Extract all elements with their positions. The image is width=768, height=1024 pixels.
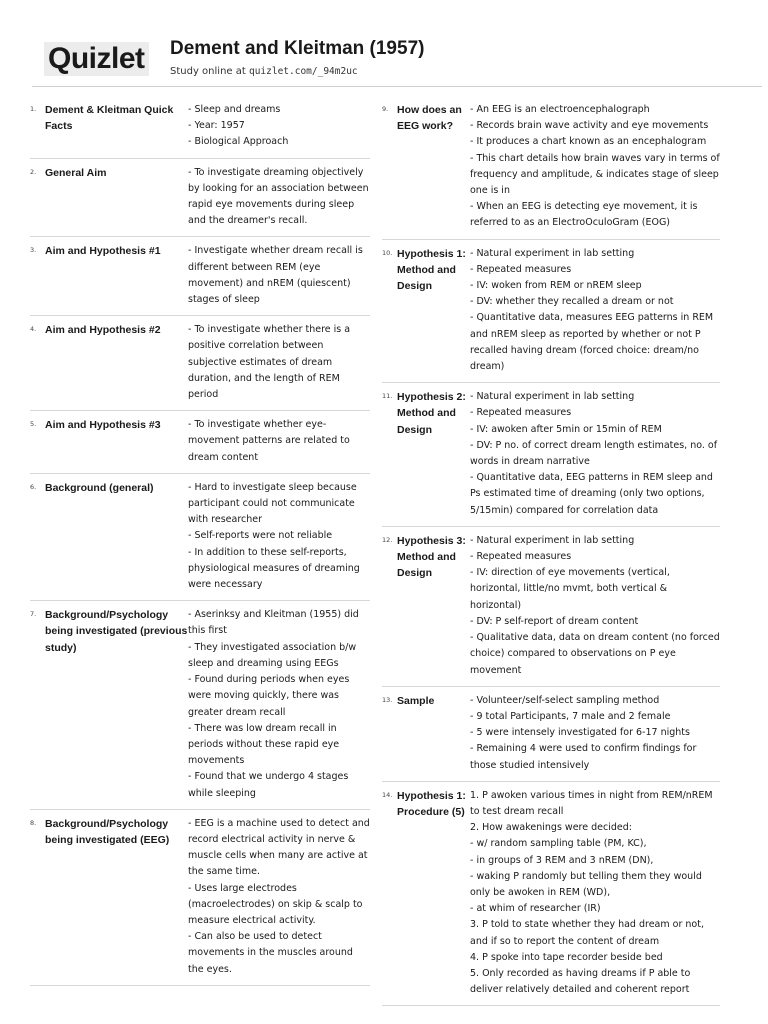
card-row: [30, 159, 370, 238]
card-definition: - Hard to investigate sleep because participant could not communicate with researcher - Self-reports were not reliable - In addition to these self-reports, physiological measures of dreaming were necessary: [188, 481, 360, 591]
card-definition: - Investigate whether dream recall is different between REM (eye movement) and nREM (quiescent) stages of sleep: [188, 245, 363, 306]
card-row: [30, 810, 370, 986]
card-row: [30, 316, 370, 411]
card-row: [30, 474, 370, 601]
card-number: 8.: [30, 818, 37, 827]
card-row: [30, 237, 370, 316]
card-row: [382, 527, 720, 687]
card-number: 13.: [382, 695, 393, 704]
study-online-link[interactable]: quizlet.com/_94m2uc: [248, 66, 358, 77]
card-definition: - Natural experiment in lab setting - Repeated measures - IV: awoken after 5min or 15min of REM - DV: P no. of correct dream length estimates, no. of words in dream narrative - Quantitative data, EEG patterns in REM sleep and Ps estimated time of dreaming (only two options, 5/15min) compared for correlation data: [470, 391, 718, 516]
card-definition: - Natural experiment in lab setting - Repeated measures - IV: direction of eye movements (vertical, horizontal, little/no mvmt, both vertical & horizontal) - DV: P self-report of dream content - Qualitative data, data on dream content (no forced choice) compared to observations on P eye movement: [470, 534, 720, 676]
card-definition: - An EEG is an electroencephalograph - Records brain wave activity and eye movements - It produces a chart known as an encephalogram - This chart details how brain waves vary in terms of frequency and amplitude, & indicates stage of sleep one is in - When an EEG is detecting eye movement, it is referred to as an ElectroOculoGram (EOG): [470, 104, 720, 229]
card-number: 4.: [30, 325, 37, 334]
card-row: [382, 782, 720, 1007]
card-term: Background/Psychology being investigated (EEG): [45, 817, 170, 846]
card-number: 10.: [382, 248, 393, 257]
card-row: [30, 411, 370, 474]
card-number: 12.: [382, 535, 393, 544]
card-number: 7.: [30, 610, 37, 619]
quizlet-logo[interactable]: Quizlet: [44, 42, 149, 76]
card-number: 2.: [30, 167, 37, 176]
card-term: Background (general): [45, 481, 154, 494]
card-definition: - Sleep and dreams - Year: 1957 - Biological Approach: [188, 104, 289, 148]
card-row: [382, 687, 720, 782]
card-definition: - Volunteer/self-select sampling method - 9 total Participants, 7 male and 2 female - 5 were intensely investigated for 6-17 nights - Remaining 4 were used to confirm findings for those studied intensively: [470, 694, 697, 771]
left-card-column: [30, 96, 370, 986]
card-term: Dement & Kleitman Quick Facts: [45, 104, 174, 133]
card-row: [30, 96, 370, 159]
card-number: 11.: [382, 392, 393, 401]
card-row: [382, 96, 720, 240]
card-definition: - Natural experiment in lab setting - Repeated measures - IV: woken from REM or nREM sleep - DV: whether they recalled a dream or not - Quantitative data, measures EEG patterns in REM and nREM sleep as reported by whether or not P recalled having dream (forced choice: dream/no dream): [470, 247, 714, 373]
card-definition: - To investigate whether there is a positive correlation between subjective estimates of dream duration, and the length of REM period: [188, 324, 351, 401]
card-definition: - Aserinksy and Kleitman (1955) did this first - They investigated association b/w sleep and dreaming using EEGs - Found during periods when eyes were moving quickly, there was greater dream recall - There was low dream recall in periods without these rapid eye movements - Found that we undergo 4 stages while sleeping: [188, 609, 359, 799]
card-definition: - To investigate dreaming objectively by looking for an association between rapid eye movements during sleep and the dreamer's recall.: [188, 166, 369, 227]
card-number: 1.: [30, 105, 37, 113]
set-title: Dement and Kleitman (1957): [170, 38, 425, 59]
card-term: Hypothesis 3: Method and Design: [397, 534, 466, 580]
card-term: Hypothesis 2: Method and Design: [397, 391, 466, 436]
card-definition: - To investigate whether eye-movement patterns are related to dream content: [188, 419, 350, 463]
card-number: 6.: [30, 482, 37, 491]
card-definition: - EEG is a machine used to detect and record electrical activity in nerve & muscle cells when many are active at the same time. - Uses large electrodes (macroelectrodes) on skip & scalp to measure electrical activity. - Can also be used to detect movements in the muscles around the eyes.: [188, 817, 370, 975]
card-term: Background/Psychology being investigated (previous study): [45, 609, 188, 654]
page-header: [32, 36, 762, 87]
card-number: 3.: [30, 246, 37, 255]
card-term: Aim and Hypothesis #1: [45, 245, 161, 258]
card-number: 5.: [30, 420, 37, 429]
card-term: How does an EEG work?: [397, 104, 462, 133]
card-term: General Aim: [45, 166, 107, 179]
card-number: 9.: [382, 105, 389, 113]
study-online-label: Study online at: [170, 66, 249, 77]
card-term: Aim and Hypothesis #2: [45, 324, 161, 337]
card-row: [382, 383, 720, 527]
card-term: Aim and Hypothesis #3: [45, 419, 161, 432]
card-term: Sample: [397, 694, 435, 707]
study-online-line: [170, 66, 358, 77]
card-term: Hypothesis 1: Procedure (5): [397, 789, 466, 818]
card-row: [382, 240, 720, 384]
card-number: 14.: [382, 790, 393, 799]
card-row: [30, 601, 370, 809]
right-card-column: [382, 96, 720, 1006]
card-term: Hypothesis 1: Method and Design: [397, 247, 466, 293]
card-definition: 1. P awoken various times in night from REM/nREM to test dream recall 2. How awakenings were decided: - w/ random sampling table (PM, KC), - in groups of 3 REM and 3 nREM (DN), - waking P randomly but telling them they would only be awoken in REM (WD), - at whim of researcher (IR) 3. P told to state whether they had dream or not, and if so to report the content of dream 4. P spoke into tape recorder beside bed 5. Only recorded as having dreams if P able to deliver relatively detailed and coherent report: [470, 789, 713, 996]
